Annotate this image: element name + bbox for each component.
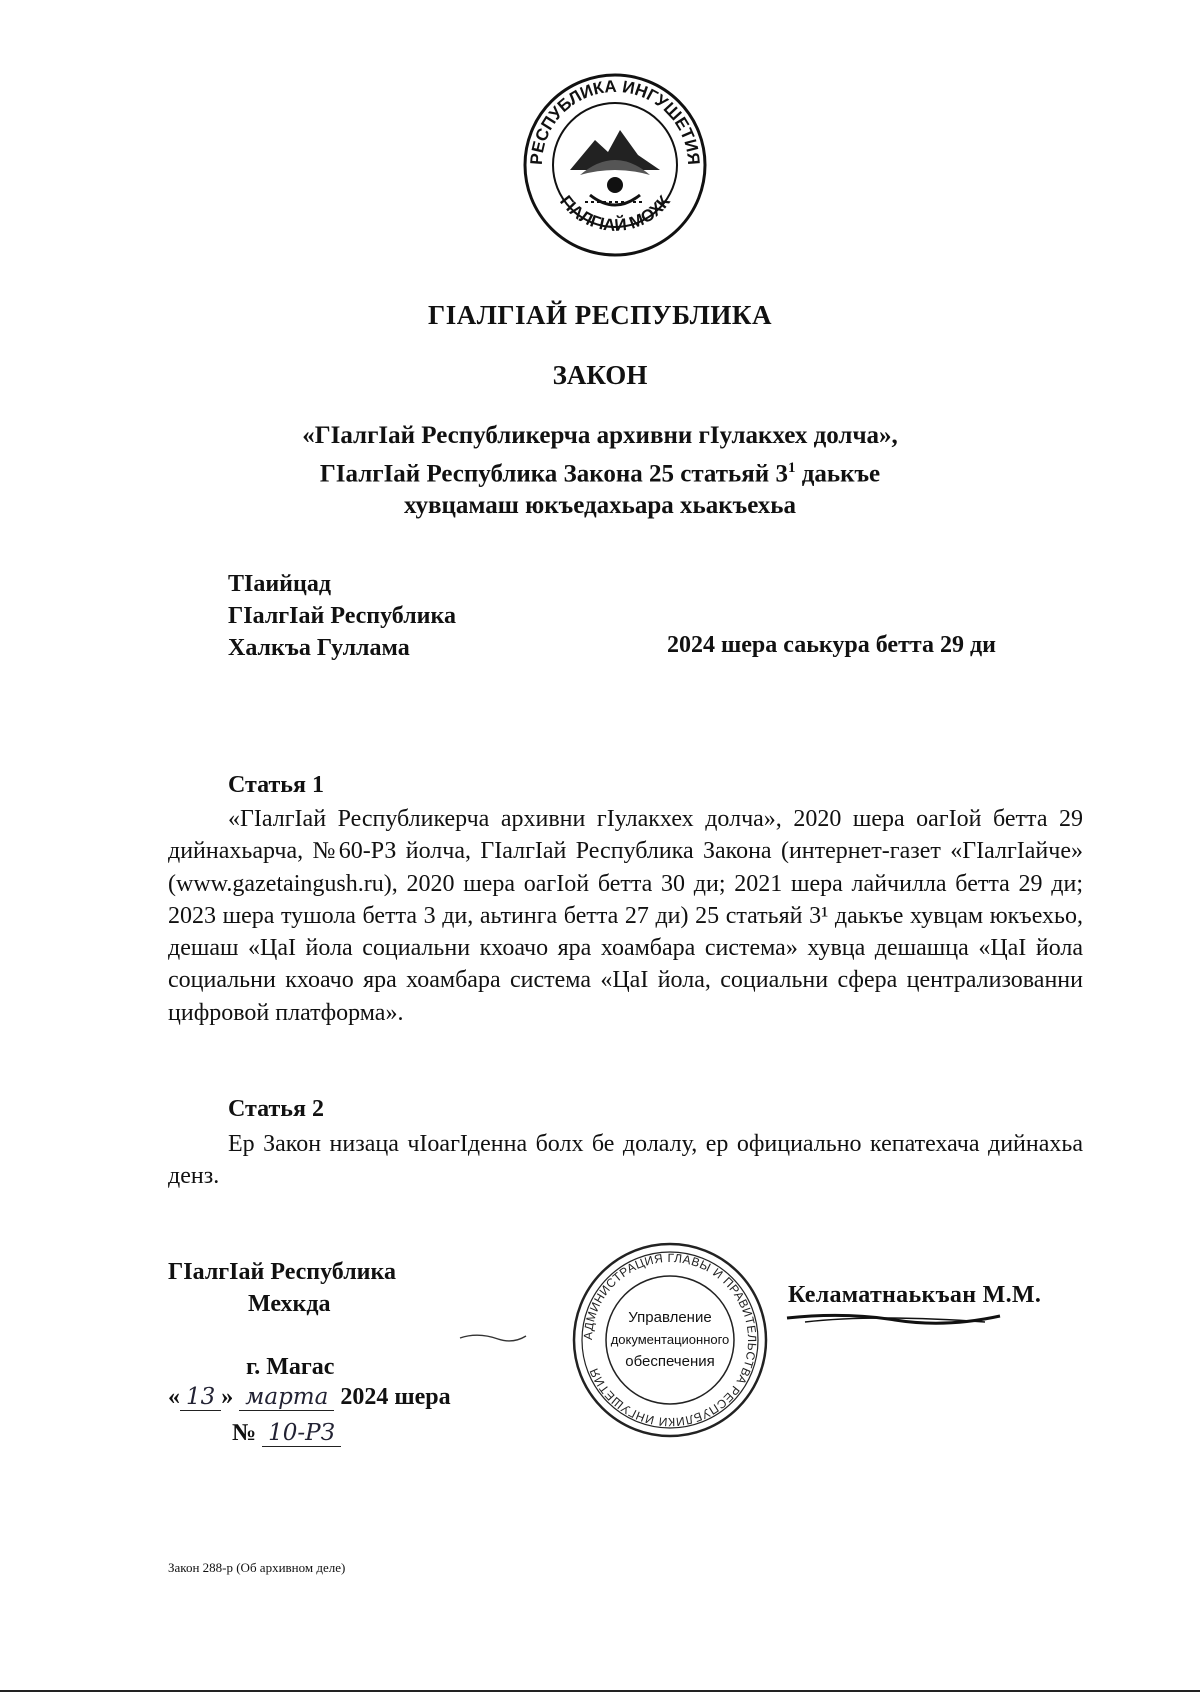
subtitle-superscript: 1 bbox=[787, 460, 796, 476]
subtitle-line-2-end: даькъе bbox=[795, 460, 881, 488]
bottom-scan-line bbox=[0, 1690, 1200, 1692]
republic-emblem bbox=[520, 70, 710, 260]
adoption-date: 2024 шера саькура бетта 29 ди bbox=[667, 632, 996, 658]
signer-signature bbox=[785, 1308, 1005, 1335]
footer-note: Закон 288-р (Об архивном деле) bbox=[168, 1560, 346, 1575]
number-value: 10-РЗ bbox=[262, 1420, 341, 1447]
signatory-title-line-1: ГІалгІай Республика bbox=[168, 1259, 396, 1285]
signer-name: Келаматнаькъан М.М. bbox=[788, 1282, 1042, 1308]
adoption-line-1: ТІаийцад bbox=[228, 571, 331, 597]
article-1-text: «ГІалгІай Республикерча архивни гІулакхех долча», 2020 шера оагІой бетта 29 дийнахьарча, №60-РЗ йолча, ГІалгІай Республика Закона (интернет-газет «ГІалгІайче» (www.gazetaingush.ru), 2020 шера оагІой бетта 30 ди; 2021 шера лайчилла бетта 29 ди; 2023 шера тушола бетта 3 ди, аьтинга бетта 27 ди) 25 статьяй 3¹ даькъе хувцам юкъехьо, дешаш «ЦаІ йола социальни кхоачо яра хоамбара система» хувца дешашца «ЦаІ йола социальни кхоачо яра хоамбара система «ЦаІ йола, социальни сфера централизованни цифровой платформа». bbox=[168, 806, 1083, 1026]
signing-date bbox=[168, 1384, 451, 1411]
adoption-line-2: ГІалгІай Республика bbox=[228, 603, 456, 629]
official-stamp bbox=[570, 1240, 770, 1440]
article-2-body bbox=[168, 1128, 1083, 1193]
republic-title: ГІАЛГІАЙ РЕСПУБЛИКА bbox=[428, 300, 772, 330]
article-2-heading: Статья 2 bbox=[228, 1096, 324, 1122]
subtitle-line-2 bbox=[0, 452, 1200, 490]
law-number bbox=[232, 1420, 341, 1447]
signatory-title bbox=[168, 1256, 396, 1320]
stamp-center-line-1: Управление bbox=[628, 1309, 712, 1326]
adoption-line-3: Халкъа Гуллама bbox=[228, 635, 410, 661]
stamp-center-line-2: документационного bbox=[610, 1332, 730, 1347]
svg-text:ГІАЛГІАЙ МОХК bbox=[556, 191, 674, 235]
signer-signature-icon bbox=[785, 1308, 1005, 1330]
emblem-ring-top: РЕСПУБЛИКА ИНГУШЕТИЯ bbox=[526, 76, 704, 166]
number-label: № bbox=[232, 1420, 257, 1446]
signing-place: г. Магас bbox=[246, 1354, 335, 1380]
stamp-ring-text: АДМИНИСТРАЦИЯ ГЛАВЫ И ПРАВИТЕЛЬСТВА РЕСПУБЛИКИ ИНГУШЕТИЯ bbox=[580, 1250, 760, 1430]
signature-scribble-icon bbox=[458, 1330, 528, 1346]
document-type: ЗАКОН bbox=[552, 360, 648, 390]
date-month: марта bbox=[239, 1384, 334, 1411]
article-1-heading: Статья 1 bbox=[228, 772, 324, 798]
date-close-quote: » bbox=[221, 1384, 234, 1410]
subtitle-line-1: «ГІалгІай Республикерча архивни гІулакхех долча», bbox=[302, 422, 898, 449]
date-open-quote: « bbox=[168, 1384, 180, 1410]
date-day: 13 bbox=[180, 1384, 221, 1411]
law-subtitle bbox=[0, 420, 1200, 522]
subtitle-line-3: хувцамаш юкъедахьара хьакъехьа bbox=[403, 492, 797, 520]
stamp-center-line-3: обеспечения bbox=[625, 1353, 715, 1370]
subtitle-line-2-main: ГІалгІай Республика Закона 25 статьяй 3 bbox=[319, 460, 788, 488]
article-1-body bbox=[168, 803, 1083, 1029]
emblem-ring-bottom: ГІАЛГІАЙ МОХК bbox=[556, 191, 674, 236]
official-stamp-icon bbox=[570, 1240, 770, 1440]
date-year: 2024 шера bbox=[340, 1384, 451, 1410]
signature-scribble bbox=[458, 1330, 528, 1351]
signatory-title-line-2: Мехкда bbox=[248, 1291, 331, 1317]
republic-emblem-icon bbox=[520, 70, 710, 260]
adoption-block bbox=[228, 568, 456, 664]
article-2-text: Ер Закон низаца чІоагІденна болх бе долалу, ер официально кепатехача дийнахьа денз. bbox=[168, 1131, 1083, 1190]
